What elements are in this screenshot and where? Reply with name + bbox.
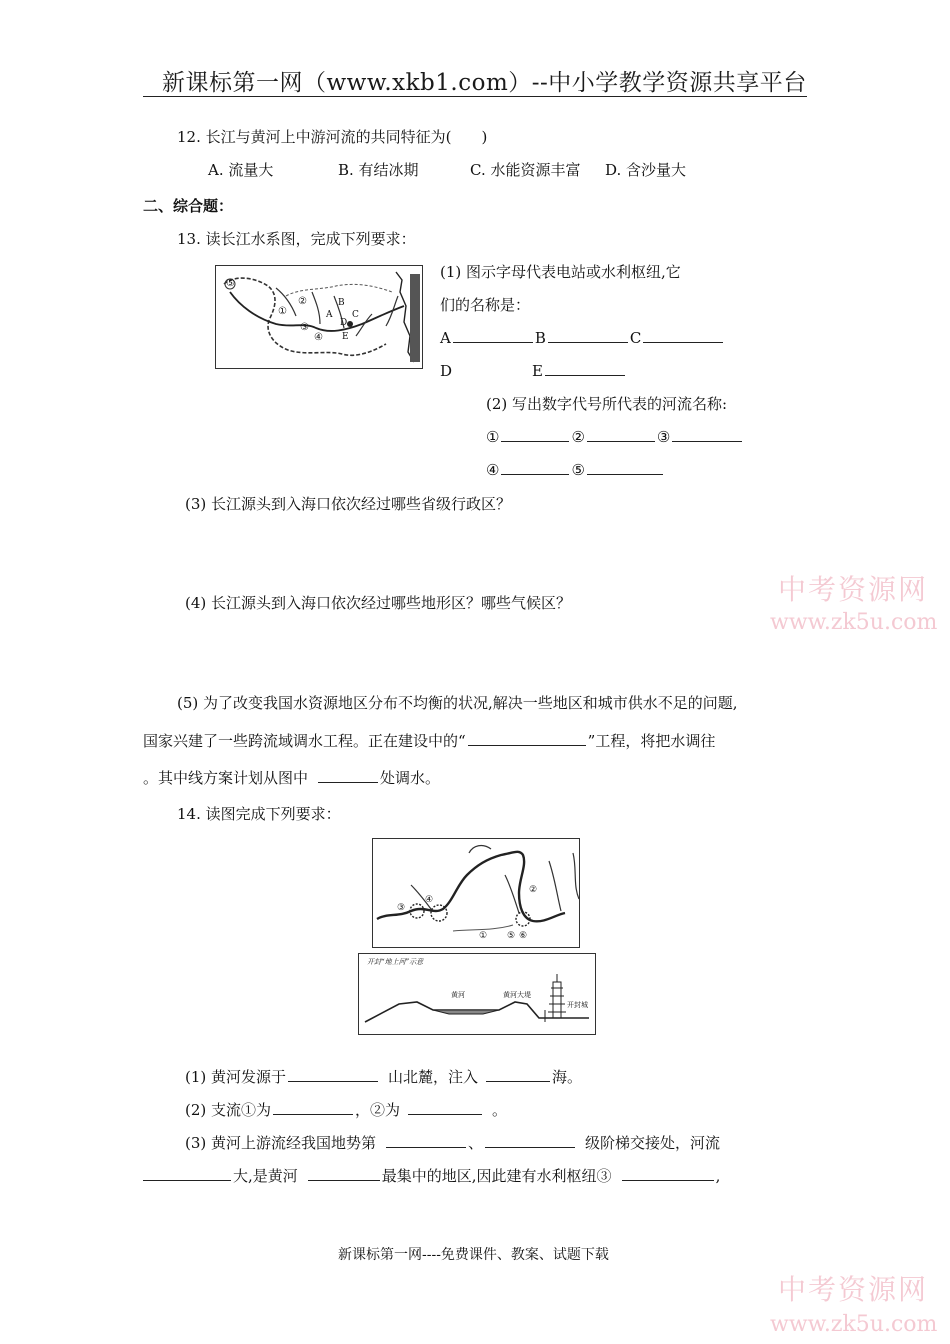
yr-map-label-n5: ⑤ <box>507 931 516 941</box>
watermark-logo-top: 中考资源网 <box>778 573 929 606</box>
q13-part1-line2: 们的名称是： <box>440 296 531 314</box>
station-b-blank[interactable] <box>548 328 628 343</box>
q13-part4: (4) 长江源头到入海口依次经过哪些地形区？哪些气候区？ <box>185 594 572 612</box>
hub-name-blank[interactable] <box>622 1166 714 1181</box>
q14-part1 <box>185 1067 582 1087</box>
q14-part4-b: 最集中的地区,因此建有水利枢纽③ <box>381 1167 612 1185</box>
q14-part4-a: 大,是黄河 <box>233 1167 298 1185</box>
q13-part5-line3 <box>143 768 440 788</box>
q14-part3-line2 <box>143 1166 720 1186</box>
project-name-blank[interactable] <box>468 731 586 746</box>
q14-part3-line1 <box>185 1133 720 1153</box>
q13-part5-line3-b: 处调水。 <box>380 769 441 787</box>
source-mountain-blank[interactable] <box>288 1067 378 1082</box>
q13-part5-line3-a: 。其中线方案计划从图中 <box>143 769 309 787</box>
q13-part5-line2-a: 国家兴建了一些跨流域调水工程。正在建设中的“ <box>143 732 466 750</box>
terrain-step-1-blank[interactable] <box>386 1133 466 1148</box>
q14-part2-a: (2) 支流①为 <box>185 1101 272 1119</box>
station-label-a: A <box>440 329 451 347</box>
q14-part1-c: 海。 <box>552 1068 583 1086</box>
river-number-4: ④ <box>486 461 500 479</box>
tributary-2-blank[interactable] <box>408 1100 482 1115</box>
q13-part2: (2) 写出数字代号所代表的河流名称: <box>486 395 728 413</box>
q13-part5-line2 <box>143 731 715 751</box>
river-5-blank[interactable] <box>587 460 663 475</box>
station-e-blank[interactable] <box>545 361 625 376</box>
yangtze-river-map <box>215 265 423 369</box>
map-label-n1: ① <box>278 306 287 317</box>
map-label-n2: ② <box>298 296 307 307</box>
q12-option-d: D. 含沙量大 <box>605 161 687 179</box>
section-2-title: 二、综合题： <box>143 197 234 215</box>
river-number-2: ② <box>571 428 585 446</box>
q14-part3-a: (3) 黄河上游流经我国地势第 <box>185 1134 377 1152</box>
profile-label-city: 开封城 <box>567 1001 588 1009</box>
q12-option-b: B. 有结冰期 <box>338 161 419 179</box>
river-3-blank[interactable] <box>672 427 742 442</box>
resource-blank[interactable] <box>308 1166 380 1181</box>
river-4-blank[interactable] <box>501 460 569 475</box>
river-number-1: ① <box>486 428 500 446</box>
q12-stem: 12. 长江与黄河上中游河流的共同特征为( ) <box>177 128 488 146</box>
yr-map-label-n6: ⑥ <box>519 931 528 941</box>
q14-part1-b: 山北麓，注入 <box>388 1068 479 1086</box>
station-a-blank[interactable] <box>453 328 533 343</box>
yr-map-label-n2: ② <box>529 885 538 895</box>
river-number-5: ⑤ <box>571 461 585 479</box>
q14-part3-b: 、 <box>468 1134 484 1152</box>
station-label-d: D <box>440 362 453 380</box>
q13-station-row-1 <box>440 328 725 348</box>
map-label-e: E <box>342 332 349 342</box>
q14-part2 <box>185 1100 507 1120</box>
q14-stem: 14. 读图完成下列要求： <box>177 805 341 823</box>
yellow-river-map-drawing <box>373 839 579 947</box>
river-1-blank[interactable] <box>501 427 569 442</box>
q14-part2-b: ，②为 <box>355 1101 401 1119</box>
station-label-b: B <box>534 329 546 347</box>
page-footer: 新课标第一网----免费课件、教案、试题下载 <box>338 1247 609 1263</box>
profile-title: 开封“地上河”示意 <box>367 958 424 966</box>
river-2-blank[interactable] <box>587 427 655 442</box>
map-label-c: C <box>352 310 359 320</box>
station-label-e: E <box>532 362 543 380</box>
yangtze-map-drawing <box>216 266 422 368</box>
profile-label-river: 黄河 <box>451 991 465 999</box>
watermark-url-top: www.zk5u.com <box>770 610 938 635</box>
q14-part3-c: 级阶梯交接处，河流 <box>585 1134 721 1152</box>
q14-part1-a: (1) 黄河发源于 <box>185 1068 287 1086</box>
watermark-url-bottom: www.zk5u.com <box>770 1312 938 1337</box>
tributary-1-blank[interactable] <box>273 1100 353 1115</box>
yr-map-label-n4: ④ <box>425 895 434 905</box>
q13-stem: 13. 读长江水系图，完成下列要求： <box>177 230 416 248</box>
q13-river-row-1 <box>486 427 744 447</box>
map-label-n4: ④ <box>314 332 323 343</box>
kaifeng-above-ground-river-profile <box>358 953 596 1035</box>
yr-map-label-n3: ③ <box>397 903 406 913</box>
header-rule <box>143 96 807 97</box>
q12-option-c: C. 水能资源丰富 <box>470 161 581 179</box>
terrain-step-2-blank[interactable] <box>485 1133 575 1148</box>
q13-part1-line1: (1) 图示字母代表电站或水利枢纽,它 <box>440 263 681 281</box>
q13-station-row-2 <box>440 361 627 381</box>
map-label-b: B <box>338 298 345 308</box>
map-label-n3: ③ <box>300 322 309 333</box>
q12-option-a: A. 流量大 <box>208 161 274 179</box>
sea-name-blank[interactable] <box>486 1067 550 1082</box>
q14-part2-c: 。 <box>492 1101 508 1119</box>
q13-part5-line1: (5) 为了改变我国水资源地区分布不均衡的状况,解决一些地区和城市供水不足的问题, <box>177 694 738 712</box>
watermark-logo-bottom: 中考资源网 <box>778 1273 929 1306</box>
diversion-point-blank[interactable] <box>318 768 378 783</box>
yellow-river-map <box>372 838 580 948</box>
yr-map-label-n1: ① <box>479 931 488 941</box>
q13-part3: (3) 长江源头到入海口依次经过哪些省级行政区？ <box>185 495 512 513</box>
map-label-a: A <box>326 310 333 320</box>
map-label-d: D <box>340 318 348 328</box>
q13-part5-line2-b: ”工程，将把水调往 <box>587 732 716 750</box>
profile-label-levee: 黄河大堤 <box>503 991 531 999</box>
q14-part4-c: , <box>715 1167 721 1185</box>
station-label-c: C <box>629 329 642 347</box>
river-feature-blank[interactable] <box>143 1166 231 1181</box>
river-number-3: ③ <box>656 428 671 446</box>
page-header-title: 新课标第一网（www.xkb1.com）--中小学教学资源共享平台 <box>162 70 807 96</box>
station-c-blank[interactable] <box>643 328 723 343</box>
map-label-n5: ⑤ <box>226 278 235 289</box>
q13-river-row-2 <box>486 460 665 480</box>
